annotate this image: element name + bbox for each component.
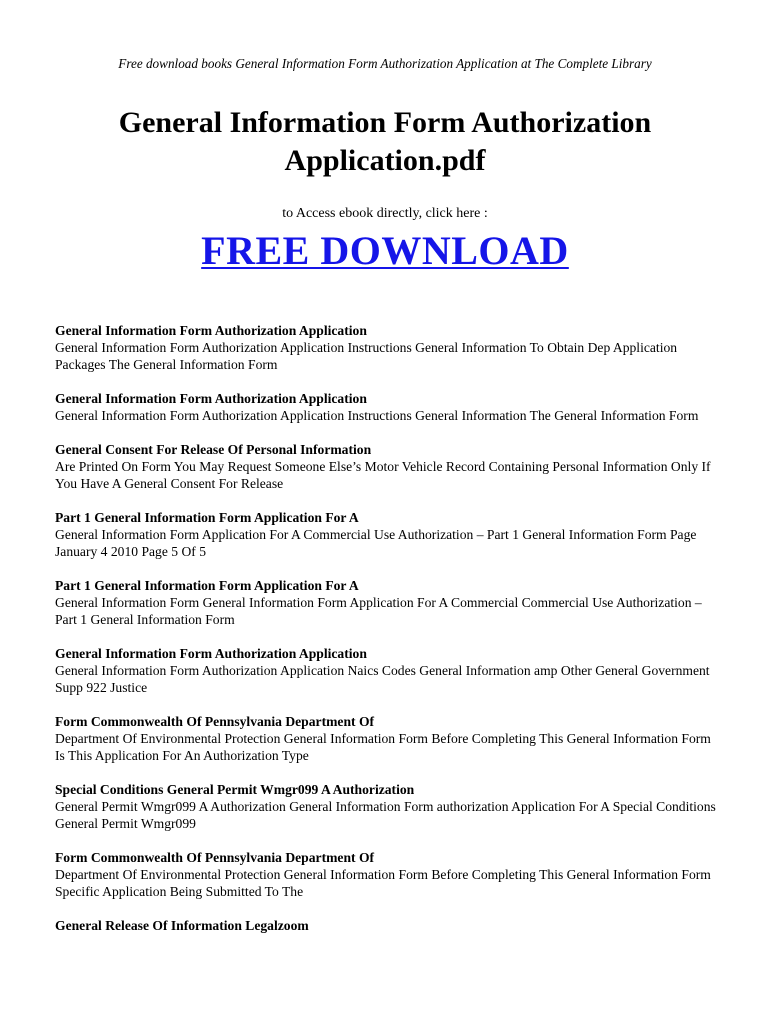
list-item xyxy=(55,390,720,424)
entry-description: General Information Form Authorization Application Naics Codes General Information amp Other General Government Supp 922 Justice xyxy=(55,663,710,695)
entry-description: Are Printed On Form You May Request Someone Else’s Motor Vehicle Record Containing Personal Information Only If You Have A General Consent For Release xyxy=(55,459,711,491)
list-item xyxy=(55,441,720,492)
entry-description: Department Of Environmental Protection General Information Form Before Completing This General Information Form Is This Application For An Authorization Type xyxy=(55,731,711,763)
list-item xyxy=(55,577,720,628)
entry-description: General Information Form Application For A Commercial Use Authorization – Part 1 General Information Form Page January 4 2010 Page 5 Of 5 xyxy=(55,527,697,559)
list-item xyxy=(55,713,720,764)
entry-description: General Permit Wmgr099 A Authorization General Information Form authorization Application For A Special Conditions General Permit Wmgr099 xyxy=(55,799,716,831)
entry-list xyxy=(55,322,720,951)
free-download-link[interactable]: FREE DOWNLOAD xyxy=(201,228,569,273)
entry-title[interactable]: General Release Of Information Legalzoom xyxy=(55,918,309,933)
entry-title[interactable]: General Information Form Authorization Application xyxy=(55,646,367,661)
list-item xyxy=(55,645,720,696)
entry-title[interactable]: Special Conditions General Permit Wmgr099 A Authorization xyxy=(55,782,415,797)
entry-title[interactable]: Form Commonwealth Of Pennsylvania Department Of xyxy=(55,714,375,729)
list-item xyxy=(55,917,720,934)
list-item xyxy=(55,322,720,373)
entry-description: General Information Form Authorization Application Instructions General Information To Obtain Dep Application Packages The General Information Form xyxy=(55,340,678,372)
entry-description: General Information Form Authorization Application Instructions General Information The General Information Form xyxy=(55,408,699,423)
entry-description: Department Of Environmental Protection General Information Form Before Completing This General Information Form Specific Application Being Submitted To The xyxy=(55,867,711,899)
entry-title[interactable]: General Consent For Release Of Personal Information xyxy=(55,442,372,457)
list-item xyxy=(55,509,720,560)
page-title-line-2: Application.pdf xyxy=(284,144,486,177)
list-item xyxy=(55,849,720,900)
list-item xyxy=(55,781,720,832)
header-caption: Free download books General Information Form Authorization Application at The Complete Library xyxy=(118,56,652,71)
entry-title[interactable]: General Information Form Authorization Application xyxy=(55,323,367,338)
entry-description: General Information Form General Information Form Application For A Commercial Commercial Use Authorization – Part 1 General Information Form xyxy=(55,595,702,627)
page-title-line-1: General Information Form Authorization xyxy=(118,106,652,139)
entry-title[interactable]: Form Commonwealth Of Pennsylvania Department Of xyxy=(55,850,375,865)
access-instructions: to Access ebook directly, click here : xyxy=(282,206,488,221)
page-title xyxy=(95,104,675,180)
entry-title[interactable]: Part 1 General Information Form Application For A xyxy=(55,578,359,593)
entry-title[interactable]: General Information Form Authorization Application xyxy=(55,391,367,406)
entry-title[interactable]: Part 1 General Information Form Application For A xyxy=(55,510,359,525)
